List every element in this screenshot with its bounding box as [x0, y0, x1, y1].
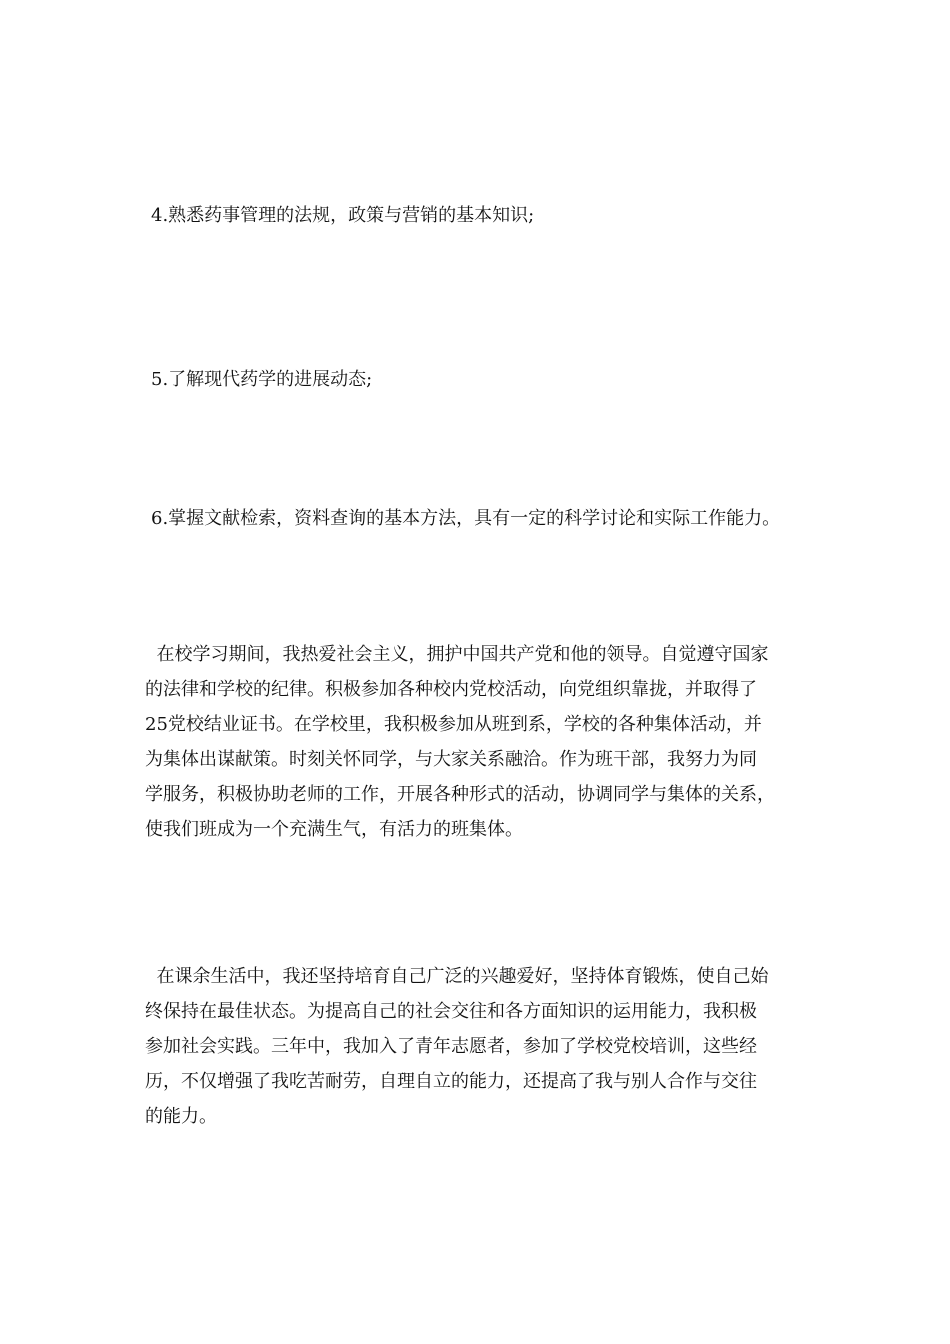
paragraph-line: 在课余生活中，我还坚持培育自己广泛的兴趣爱好，坚持体育锻炼，使自己始	[145, 966, 769, 987]
paragraph-line: 学服务，积极协助老师的工作，开展各种形式的活动，协调同学与集体的关系，	[145, 784, 775, 805]
paragraph-line: 为集体出谋献策。时刻关怀同学，与大家关系融洽。作为班干部，我努力为同	[145, 749, 757, 770]
paragraph-line: 终保持在最佳状态。为提高自己的社会交往和各方面知识的运用能力，我积极	[145, 1001, 757, 1022]
paragraph-line: 参加社会实践。三年中，我加入了青年志愿者，参加了学校党校培训，这些经	[145, 1036, 757, 1057]
list-item-4: 4.熟悉药事管理的法规，政策与营销的基本知识;	[151, 205, 535, 226]
paragraph-extracurricular	[145, 959, 805, 1134]
paragraph-line: 的法律和学校的纪律。积极参加各种校内党校活动，向党组织靠拢，并取得了	[145, 679, 757, 700]
paragraph-line: 使我们班成为一个充满生气，有活力的班集体。	[145, 819, 523, 840]
paragraph-line: 25党校结业证书。在学校里，我积极参加从班到系，学校的各种集体活动，并	[145, 714, 762, 735]
paragraph-school-conduct	[145, 637, 805, 847]
paragraph-line: 的能力。	[145, 1106, 217, 1127]
list-item-5: 5.了解现代药学的进展动态;	[151, 369, 373, 390]
paragraph-line: 历，不仅增强了我吃苦耐劳，自理自立的能力，还提高了我与别人合作与交往	[145, 1071, 757, 1092]
paragraph-line: 在校学习期间，我热爱社会主义，拥护中国共产党和他的领导。自觉遵守国家	[145, 644, 769, 665]
list-item-6: 6.掌握文献检索，资料查询的基本方法，具有一定的科学讨论和实际工作能力。	[151, 508, 781, 529]
